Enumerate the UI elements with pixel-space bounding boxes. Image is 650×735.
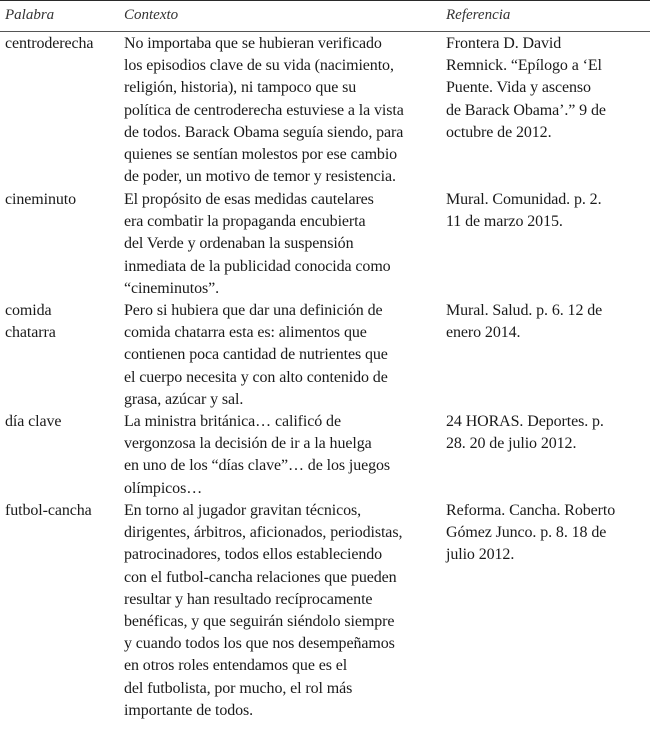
text-line: octubre de 2012. [446,123,552,141]
text-line: contienen poca cantidad de nutrientes que [124,346,388,364]
text-line: de poder, un motivo de temor y resistencia. [124,168,396,186]
text-line: y cuando todos los que nos desempeñamos [124,635,395,653]
cell-contexto [124,411,439,500]
text-line: En torno al jugador gravitan técnicos, [124,502,362,519]
table-header [0,1,650,32]
text-line: era combatir la propaganda encubierta [124,213,366,231]
text-line: de Barack Obama’.” 9 de [446,101,606,119]
cell-contexto [124,300,439,411]
text-line: centroderecha [5,35,94,52]
text-line: Gómez Junco. p. 8. 18 de [446,524,607,542]
table-row [0,411,650,500]
text-line: “cineminutos”. [124,279,220,297]
text-line: política de centroderecha estuviese a la vista [124,101,404,119]
text-line: vergonzosa la decisión de ir a la huelga [124,435,372,453]
cell-palabra [5,300,120,344]
text-line: importante de todos. [124,701,254,719]
text-line: futbol-cancha [5,502,92,519]
text-line: 28. 20 de julio 2012. [446,435,577,453]
text-line: comida [5,302,52,319]
text-line: El propósito de esas medidas cautelares [124,191,374,208]
cell-referencia [446,500,646,567]
text-line: los episodios clave de su vida (nacimiento, [124,57,394,75]
text-line: religión, historia), ni tampoco que su [124,79,357,97]
text-line: comida chatarra esta es: alimentos que [124,324,367,342]
table-row [0,33,650,188]
text-line: No importaba que se hubieran verificado [124,35,382,52]
text-line: Frontera D. David [446,35,562,52]
cell-palabra [5,411,120,433]
text-line: Reforma. Cancha. Roberto [446,502,616,519]
cell-contexto [124,33,439,188]
text-line: Remnick. “Epílogo a ‘El [446,57,602,75]
table-row [0,500,650,722]
text-line: de todos. Barack Obama seguía siendo, para [124,123,404,141]
text-line: en uno de los “días clave”… de los juegos [124,457,391,475]
text-line: Mural. Salud. p. 6. 12 de [446,302,603,319]
text-line: 11 de marzo 2015. [446,213,563,231]
cell-referencia [446,411,646,455]
text-line: inmediata de la publicidad conocida como [124,257,391,275]
cell-referencia [446,33,646,144]
header-referencia: Referencia [446,7,511,23]
text-line: chatarra [5,324,56,342]
text-line: del futbolista, por mucho, el rol más [124,679,353,697]
text-line: grasa, azúcar y sal. [124,390,244,408]
text-line: Puente. Vida y ascenso [446,79,591,97]
table-row [0,189,650,300]
text-line: La ministra británica… calificó de [124,413,341,430]
text-line: dirigentes, árbitros, aficionados, periodistas, [124,524,403,542]
text-line: Pero si hubiera que dar una definición de [124,302,383,319]
text-line: con el futbol-cancha relaciones que pueden [124,568,397,586]
cell-palabra [5,33,120,55]
table-row [0,300,650,411]
cell-referencia [446,189,646,233]
text-line: patrocinadores, todos ellos estableciendo [124,546,383,564]
text-line: quienes se sentían molestos por ese cambio [124,146,398,164]
text-line: día clave [5,413,62,430]
cell-contexto [124,500,439,722]
cell-contexto [124,189,439,300]
text-line: enero 2014. [446,324,521,342]
header-contexto: Contexto [124,7,179,23]
text-line: benéficas, y que seguirán siéndolo siempre [124,613,395,631]
text-line: cineminuto [5,191,76,208]
text-line: del Verde y ordenaban la suspensión [124,235,354,253]
cell-palabra [5,189,120,211]
cell-referencia [446,300,646,344]
text-line: el cuerpo necesita y con alto contenido de [124,368,388,386]
text-line: olímpicos… [124,479,203,497]
text-line: en otros roles entendamos que es el [124,657,348,675]
header-palabra: Palabra [5,7,55,23]
text-line: Mural. Comunidad. p. 2. [446,191,602,208]
text-line: resultar y han resultado recíprocamente [124,590,373,608]
cell-palabra [5,500,120,522]
text-line: julio 2012. [446,546,515,564]
text-line: 24 HORAS. Deportes. p. [446,413,604,430]
